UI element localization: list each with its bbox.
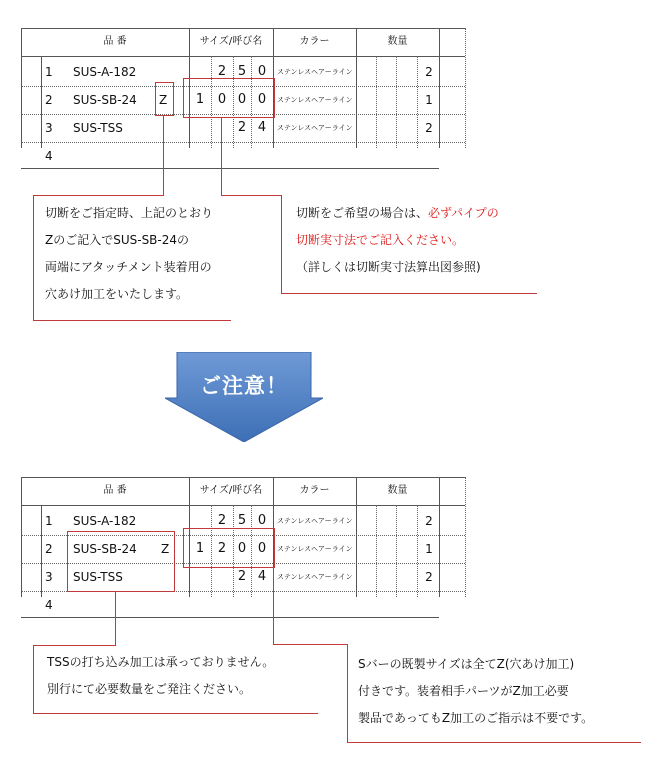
caution-label: ご注意！: [200, 374, 288, 398]
z-note-line: 穴あけ加工をいたします。: [45, 287, 189, 301]
part-number: SUS-SB-24: [73, 542, 137, 556]
size-digit: 1: [195, 92, 205, 107]
z-note-line: 両端にアタッチメント装着用の: [45, 260, 212, 274]
tss-note-line: 別行にて必要数量をご発注ください。: [47, 682, 252, 696]
row-number: 3: [45, 570, 53, 584]
header-hinban: 品 番: [103, 485, 127, 496]
size-digit: 0: [257, 92, 267, 107]
part-suffix: Z: [161, 542, 170, 556]
color-value: ステンレスヘアーライン: [277, 545, 353, 553]
header-size: サイズ/呼び名: [199, 485, 263, 496]
size-digit: 0: [237, 92, 247, 107]
size-digit: 2: [217, 541, 227, 556]
qty-value: 1: [425, 542, 433, 556]
tss-note: [47, 649, 274, 703]
row-number: 3: [45, 121, 53, 135]
size-digit: 0: [257, 513, 267, 528]
part-highlight: [67, 531, 175, 592]
size-digit: 4: [257, 120, 267, 135]
tss-note-line: TSSの打ち込み加工は承っておりません。: [47, 655, 275, 669]
size-digit: 5: [237, 64, 247, 79]
color-value: ステンレスヘアーライン: [277, 124, 353, 132]
size-digit: 2: [237, 120, 247, 135]
qty-value: 2: [425, 514, 433, 528]
row-number: 4: [45, 598, 53, 612]
size-digit: 0: [257, 541, 267, 556]
size-digit: 0: [237, 541, 247, 556]
color-value: ステンレスヘアーライン: [277, 96, 353, 104]
row-number: 2: [45, 93, 53, 107]
row-number: 1: [45, 65, 53, 79]
color-value: ステンレスヘアーライン: [277, 517, 353, 525]
size-digit: 0: [217, 92, 227, 107]
header-qty: 数量: [387, 36, 408, 47]
part-suffix: Z: [159, 93, 168, 107]
size-digit: 1: [195, 541, 205, 556]
part-number: SUS-A-182: [73, 65, 137, 79]
size-digit: 5: [237, 513, 247, 528]
cut-note: [296, 200, 499, 281]
row-number: 2: [45, 542, 53, 556]
header-qty: 数量: [387, 485, 408, 496]
header-hinban: 品 番: [103, 36, 127, 47]
sbar-note: [358, 651, 593, 732]
qty-value: 2: [425, 570, 433, 584]
qty-value: 2: [425, 121, 433, 135]
qty-value: 1: [425, 93, 433, 107]
color-value: ステンレスヘアーライン: [277, 573, 353, 581]
part-number: SUS-A-182: [73, 514, 137, 528]
caution-arrow: [165, 352, 323, 442]
cut-note-red: 必ずパイプの: [428, 206, 499, 220]
cut-note-ref: （詳しくは切断実寸法算出図参照): [296, 260, 481, 274]
header-size: サイズ/呼び名: [199, 36, 263, 47]
part-number: SUS-SB-24: [73, 93, 137, 107]
header-color: カラー: [299, 36, 330, 47]
size-highlight: [183, 528, 275, 568]
z-note: [45, 200, 213, 308]
row-number: 4: [45, 149, 53, 163]
z-suffix-highlight: [155, 82, 174, 116]
cut-note-plain: 切断をご希望の場合は、: [296, 206, 429, 220]
size-highlight: [183, 78, 275, 118]
header-color: カラー: [299, 485, 330, 496]
row-number: 1: [45, 514, 53, 528]
size-digit: 2: [217, 513, 227, 528]
part-number: SUS-TSS: [73, 121, 123, 135]
sbar-note-line: 付きです。装着相手パーツがZ加工必要: [358, 684, 569, 698]
sbar-note-line: 製品であってもZ加工のご指示は不要です。: [358, 711, 594, 725]
z-note-line: Zのご記入でSUS-SB-24の: [45, 233, 190, 247]
size-digit: 4: [257, 569, 267, 584]
part-number: SUS-TSS: [73, 570, 123, 584]
size-digit: 2: [217, 64, 227, 79]
size-digit: 0: [257, 64, 267, 79]
size-digit: 2: [237, 569, 247, 584]
cut-note-red-line: 切断実寸法でご記入ください。: [296, 233, 465, 247]
sbar-note-line: Sバーの既製サイズは全てZ(穴あけ加工): [358, 657, 575, 671]
z-note-line: 切断をご指定時、上記のとおり: [45, 206, 214, 220]
qty-value: 2: [425, 65, 433, 79]
color-value: ステンレスヘアーライン: [277, 68, 353, 76]
